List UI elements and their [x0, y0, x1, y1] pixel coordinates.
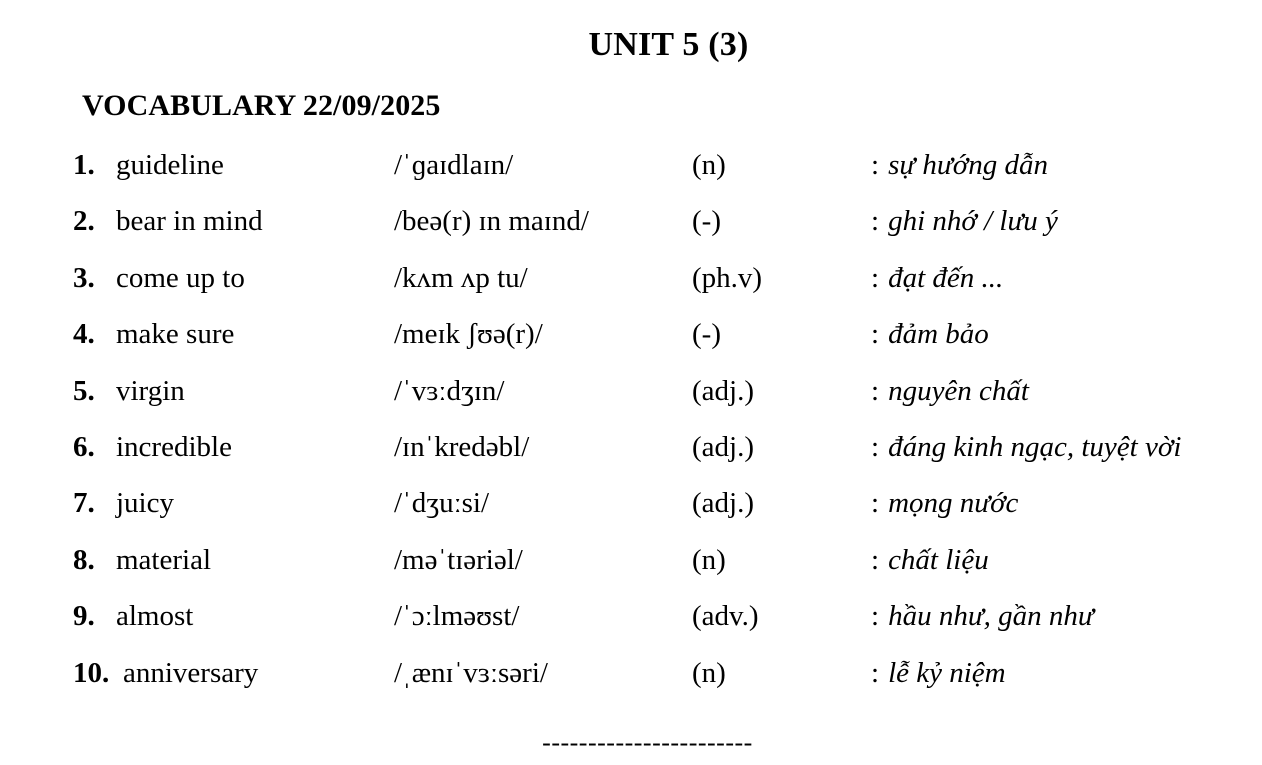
item-number: 3. [73, 261, 95, 294]
meaning-text: ghi nhớ / lưu ý [888, 205, 1058, 238]
item-number: 5. [73, 374, 95, 407]
meaning [871, 312, 989, 356]
vocab-word: material [116, 543, 212, 576]
item-number: 8. [73, 543, 95, 576]
footer-divider: ----------------------- [542, 728, 753, 757]
meaning [871, 425, 1181, 469]
vocab-row [0, 538, 1262, 594]
item-number: 7. [73, 487, 95, 520]
meaning [871, 256, 1003, 300]
item-number: 4. [73, 318, 95, 351]
vocab-row [0, 369, 1262, 425]
meaning-colon: : [871, 656, 880, 689]
vocab-word: come up to [116, 261, 245, 294]
ipa-transcription: /ˈvɜːdʒɪn/ [394, 374, 505, 407]
meaning-text: sự hướng dẫn [888, 149, 1048, 181]
meaning [871, 538, 989, 582]
part-of-speech: (n) [692, 149, 726, 181]
item-number: 1. [73, 149, 95, 181]
vocab-word: almost [116, 600, 194, 633]
part-of-speech: (n) [692, 543, 726, 576]
meaning-colon: : [871, 487, 880, 520]
meaning-text: mọng nước [888, 487, 1019, 520]
ipa-transcription: /ɪnˈkredəbl/ [394, 430, 530, 463]
meaning [871, 369, 1029, 413]
part-of-speech: (n) [692, 656, 726, 689]
vocab-row [0, 199, 1262, 255]
vocab-row [0, 256, 1262, 312]
meaning-text: đạt đến ... [888, 261, 1004, 294]
vocab-row [0, 594, 1262, 650]
meaning-text: đảm bảo [888, 318, 989, 351]
ipa-transcription: /ˈdʒuːsi/ [394, 487, 490, 520]
vocab-word: juicy [116, 487, 174, 520]
item-number: 6. [73, 430, 95, 463]
ipa-transcription: /beə(r) ɪn maɪnd/ [394, 205, 589, 238]
ipa-transcription: /ˌænɪˈvɜːsəri/ [394, 656, 548, 689]
meaning [871, 481, 1018, 525]
ipa-transcription: /ˈɡaɪdlaɪn/ [394, 149, 514, 181]
meaning-colon: : [871, 318, 880, 351]
meaning [871, 143, 1048, 187]
meaning [871, 651, 1006, 695]
item-number: 2. [73, 205, 95, 238]
vocab-word: make sure [116, 318, 235, 351]
meaning-text: hầu như, gần như [888, 600, 1094, 633]
vocab-row [0, 481, 1262, 537]
vocab-row [0, 425, 1262, 481]
meaning-text: nguyên chất [888, 374, 1029, 407]
vocab-word: virgin [116, 374, 185, 407]
meaning-colon: : [871, 205, 880, 238]
part-of-speech: (adv.) [692, 600, 759, 633]
vocab-row [0, 651, 1262, 707]
item-number: 10. [73, 656, 110, 689]
meaning-colon: : [871, 430, 880, 463]
item-number: 9. [73, 600, 95, 633]
meaning-text: lễ kỷ niệm [888, 656, 1006, 689]
part-of-speech: (adj.) [692, 487, 754, 520]
meaning [871, 199, 1058, 243]
vocabulary-heading: VOCABULARY 22/09/2025 [82, 89, 441, 122]
vocab-word: anniversary [123, 656, 259, 689]
meaning-colon: : [871, 149, 880, 181]
ipa-transcription: /məˈtɪəriəl/ [394, 543, 523, 576]
meaning [871, 594, 1094, 638]
meaning-text: đáng kinh ngạc, tuyệt vời [888, 430, 1182, 463]
meaning-colon: : [871, 543, 880, 576]
part-of-speech: (adj.) [692, 430, 754, 463]
vocabulary-list [0, 143, 1262, 707]
ipa-transcription: /kʌm ʌp tu/ [394, 261, 528, 294]
part-of-speech: (adj.) [692, 374, 754, 407]
meaning-colon: : [871, 261, 880, 294]
vocab-word: bear in mind [116, 205, 263, 238]
part-of-speech: (-) [692, 318, 721, 351]
meaning-text: chất liệu [888, 543, 989, 576]
vocab-row [0, 312, 1262, 368]
unit-title: UNIT 5 (3) [588, 26, 749, 63]
meaning-colon: : [871, 374, 880, 407]
vocab-row [0, 143, 1262, 199]
vocab-word: guideline [116, 149, 224, 181]
part-of-speech: (ph.v) [692, 261, 763, 294]
vocab-word: incredible [116, 430, 232, 463]
part-of-speech: (-) [692, 205, 721, 238]
ipa-transcription: /ˈɔːlməʊst/ [394, 600, 520, 633]
meaning-colon: : [871, 600, 880, 633]
ipa-transcription: /meɪk ʃʊə(r)/ [394, 318, 543, 351]
